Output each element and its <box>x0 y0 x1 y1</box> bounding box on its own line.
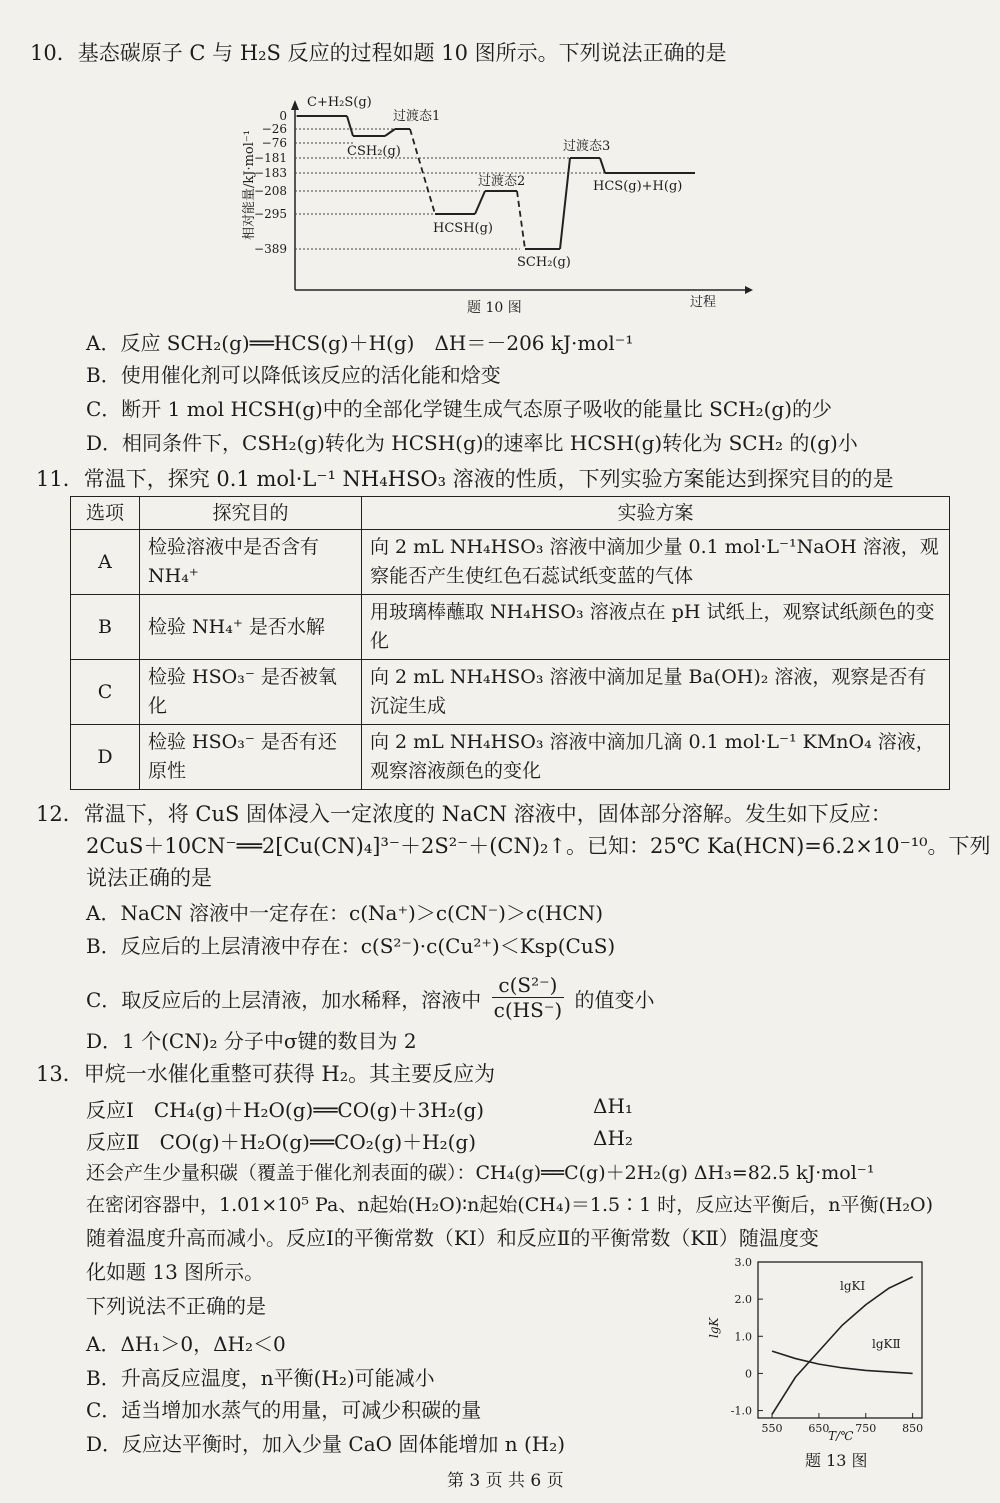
q13-option-d: D．反应达平衡时，加入少量 CaO 固体能增加 n (H₂) <box>86 1432 566 1456</box>
q10-energy-diagram <box>235 80 755 325</box>
q13-option-a: A．ΔH₁＞0，ΔH₂＜0 <box>86 1332 286 1356</box>
q10-state-label: HCSH(g) <box>433 221 493 236</box>
q10-xlabel: 过程 <box>690 295 717 310</box>
row-goal: 检验 HSO₃⁻ 是否有还原性 <box>140 725 362 790</box>
q12-line2: 2CuS＋10CN⁻══2[Cu(CN)₄]³⁻＋2S²⁻＋(CN)₂↑。已知：25℃ Ka(HCN)=6.2×10⁻¹⁰。下列 <box>86 834 991 858</box>
q13-reaction-2: 反应Ⅱ CO(g)＋H₂O(g)══CO₂(g)＋H₂(g) <box>86 1130 477 1154</box>
q13-reaction-1: 反应Ⅰ CH₄(g)＋H₂O(g)══CO(g)＋3H₂(g) <box>86 1098 485 1122</box>
q13-line6: 随着温度升高而减小。反应Ⅰ的平衡常数（KⅠ）和反应Ⅱ的平衡常数（KⅡ）随温度变 <box>86 1226 819 1250</box>
chart-caption: 题 13 图 <box>805 1451 868 1470</box>
row-option: C <box>71 660 140 725</box>
chart-xlabel: T/℃ <box>828 1429 854 1443</box>
q10-option-b: B．使用催化剂可以降低该反应的活化能和焓变 <box>86 363 501 387</box>
q13-line7: 化如题 13 图所示。 <box>86 1260 265 1284</box>
row-goal: 检验 HSO₃⁻ 是否被氧化 <box>140 660 362 725</box>
table-row <box>71 595 950 660</box>
chart-ylabel: lgK <box>707 1317 721 1338</box>
q12-line3: 说法正确的是 <box>86 866 212 890</box>
q12-line1: 12．常温下，将 CuS 固体浸入一定浓度的 NaCN 溶液中，固体部分溶解。发生如下反应： <box>36 802 892 826</box>
q10-state-label: HCS(g)+H(g) <box>593 179 683 194</box>
x-tick-label: 750 <box>855 1422 877 1435</box>
q10-ytick: 0 <box>279 109 287 123</box>
row-plan: 向 2 mL NH₄HSO₃ 溶液中滴加少量 0.1 mol·L⁻¹NaOH 溶液，观察能否产生使红色石蕊试纸变蓝的气体 <box>362 530 950 595</box>
q13-reaction-1-dh: ΔH₁ <box>593 1094 633 1118</box>
fraction-denominator: c(HS⁻) <box>493 998 563 1022</box>
q10-state-label: SCH₂(g) <box>517 255 571 270</box>
y-tick-label: 2.0 <box>734 1293 752 1307</box>
q13-line4: 还会产生少量积碳（覆盖于催化剂表面的碳）：CH₄(g)══C(g)＋2H₂(g) ΔH₃=82.5 kJ·mol⁻¹ <box>86 1162 875 1184</box>
q10-ytick: −76 <box>261 136 287 150</box>
q10-ytick: −389 <box>254 242 287 256</box>
fraction-numerator: c(S²⁻) <box>492 973 565 998</box>
row-plan: 用玻璃棒蘸取 NH₄HSO₃ 溶液点在 pH 试纸上，观察试纸颜色的变化 <box>362 595 950 660</box>
q13-reaction-2-dh: ΔH₂ <box>593 1126 633 1150</box>
table-row <box>71 725 950 790</box>
q13-chart <box>700 1250 940 1485</box>
q13-option-c: C．适当增加水蒸气的用量，可减少积碳的量 <box>86 1398 482 1422</box>
y-tick-label: -1.0 <box>730 1404 752 1418</box>
page-footer: 第 3 页 共 6 页 <box>447 1471 564 1491</box>
row-option: A <box>71 530 140 595</box>
q10-state-label: 过渡态3 <box>563 139 611 154</box>
q10-ylabel: 相对能量/kJ·mol⁻¹ <box>242 130 257 240</box>
q10-option-a: A．反应 SCH₂(g)══HCS(g)＋H(g) ΔH＝－206 kJ·mol⁻¹ <box>86 331 634 355</box>
q11-stem: 11．常温下，探究 0.1 mol·L⁻¹ NH₄HSO₃ 溶液的性质，下列实验方案能达到探究目的的是 <box>36 467 894 491</box>
series-line-lgk2 <box>772 1351 913 1373</box>
q10-ytick: −208 <box>254 184 287 198</box>
row-plan: 向 2 mL NH₄HSO₃ 溶液中滴加几滴 0.1 mol·L⁻¹ KMnO₄ 溶液，观察溶液颜色的变化 <box>362 725 950 790</box>
q12-option-d: D．1 个(CN)₂ 分子中σ键的数目为 2 <box>86 1029 417 1053</box>
table-row <box>71 530 950 595</box>
q13-line5: 在密闭容器中，1.01×10⁵ Pa、n起始(H₂O)∶n起始(CH₄)＝1.5∶1 时，反应达平衡后，n平衡(H₂O) <box>86 1194 934 1216</box>
q10-ytick: −26 <box>261 122 287 136</box>
q12-option-c-post: 的值变小 <box>574 988 655 1012</box>
table-header: 探究目的 <box>140 497 362 530</box>
q10-option-d: D．相同条件下，CSH₂(g)转化为 HCSH(g)的速率比 HCSH(g)转化为 SCH₂ 的(g)小 <box>86 431 858 455</box>
q12-option-b: B．反应后的上层清液中存在：c(S²⁻)·c(Cu²⁺)＜Ksp(CuS) <box>86 934 616 958</box>
q12-option-a: A．NaCN 溶液中一定存在：c(Na⁺)＞c(CN⁻)＞c(HCN) <box>86 901 604 925</box>
q13-line8: 下列说法不正确的是 <box>86 1294 266 1318</box>
q10-state-label: C+H₂S(g) <box>307 95 372 110</box>
y-tick-label: 3.0 <box>734 1256 752 1269</box>
x-tick-label: 850 <box>902 1422 924 1435</box>
q10-state-label: 过渡态1 <box>393 109 441 124</box>
q13-option-b: B．升高反应温度，n平衡(H₂)可能减小 <box>86 1366 435 1390</box>
q11-table <box>70 496 950 790</box>
row-goal: 检验溶液中是否含有 NH₄⁺ <box>140 530 362 595</box>
q12-option-c <box>86 973 655 1026</box>
q12-fraction <box>492 973 565 1022</box>
q10-option-c: C．断开 1 mol HCSH(g)中的全部化学键生成气态原子吸收的能量比 SCH₂(g)的少 <box>86 397 833 421</box>
q13-line1: 13．甲烷一水催化重整可获得 H₂。其主要反应为 <box>36 1062 496 1086</box>
x-tick-label: 650 <box>808 1422 830 1435</box>
q10-caption: 题 10 图 <box>467 300 522 316</box>
y-tick-label: 0 <box>745 1367 752 1381</box>
y-tick-label: 1.0 <box>734 1330 752 1344</box>
q10-state-label: CSH₂(g) <box>347 144 401 159</box>
table-header: 选项 <box>71 497 140 530</box>
row-plan: 向 2 mL NH₄HSO₃ 溶液中滴加足量 Ba(OH)₂ 溶液，观察是否有沉淀生成 <box>362 660 950 725</box>
table-header: 实验方案 <box>362 497 950 530</box>
row-option: D <box>71 725 140 790</box>
table-row <box>71 660 950 725</box>
q10-ytick: −181 <box>254 151 287 165</box>
q10-stem: 10．基态碳原子 C 与 H₂S 反应的过程如题 10 图所示。下列说法正确的是 <box>30 41 727 65</box>
q10-ytick: −183 <box>254 166 287 180</box>
series-label-lgk1: lgKⅠ <box>840 1279 866 1293</box>
q12-option-c-pre: C．取反应后的上层清液，加水稀释，溶液中 <box>86 988 482 1012</box>
q10-ytick: −295 <box>254 207 287 221</box>
row-option: B <box>71 595 140 660</box>
row-goal: 检验 NH₄⁺ 是否水解 <box>140 595 362 660</box>
series-label-lgk2: lgKⅡ <box>872 1337 901 1351</box>
table-header-row <box>71 497 950 530</box>
x-tick-label: 550 <box>761 1422 783 1435</box>
q10-state-label: 过渡态2 <box>478 174 526 189</box>
